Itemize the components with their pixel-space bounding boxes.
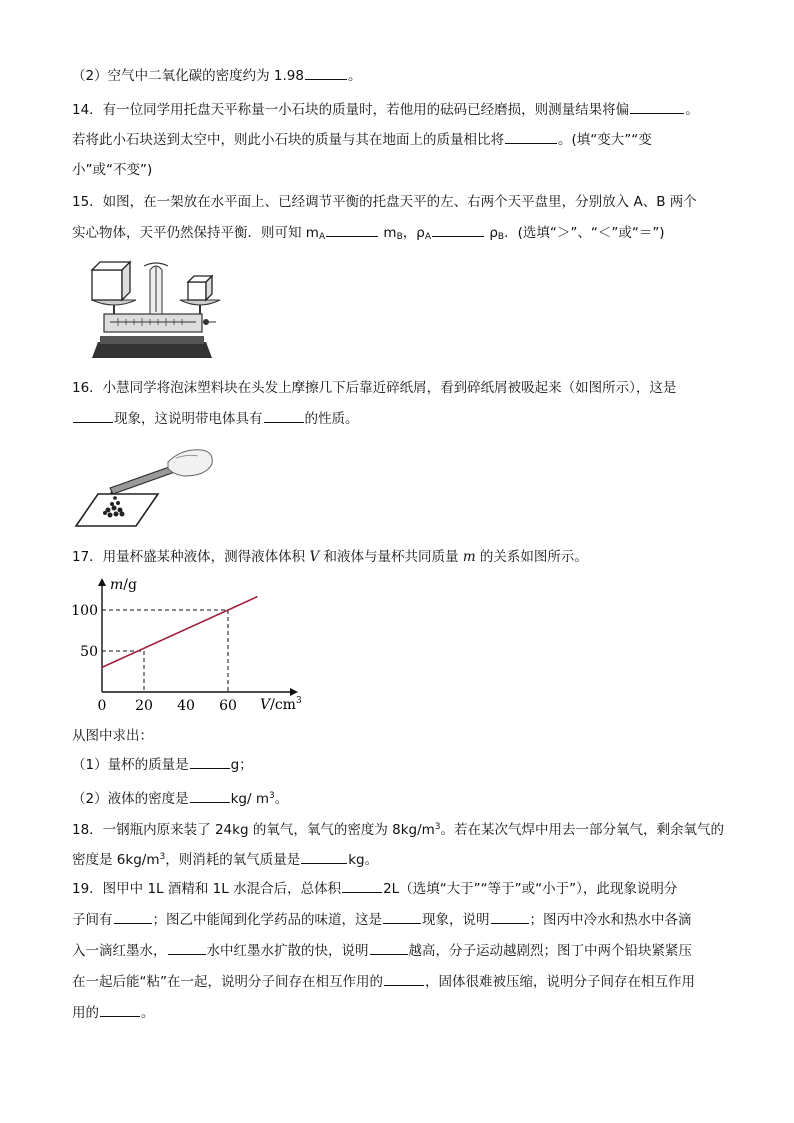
y-axis-label: m/g xyxy=(110,577,137,593)
answer-blank[interactable] xyxy=(342,879,382,893)
answer-blank[interactable] xyxy=(190,755,230,769)
left-pan xyxy=(92,300,136,305)
right-pan xyxy=(180,300,220,305)
answer-blank[interactable] xyxy=(370,941,408,955)
q19-line2: 子间有 ；图乙中能闻到化学药品的味道，这是 现象，说明 ；图丙中冷水和热水中各滴 xyxy=(72,912,692,928)
answer-blank[interactable] xyxy=(505,130,557,144)
answer-blank[interactable] xyxy=(326,223,378,237)
hand xyxy=(168,450,212,476)
answer-blank[interactable] xyxy=(491,910,529,924)
q18-line1: 18．一钢瓶内原来装了 24kg 的氧气，氧气的密度为 $8kg/m^3$。若在某次气焊中用去一部分氧气，剩余氧气的 xyxy=(72,822,725,838)
answer-blank[interactable] xyxy=(383,910,421,924)
q14-line3: 小”或“不变”) xyxy=(72,162,153,178)
y-tick-label: 100 xyxy=(71,603,98,619)
q19-line1: 19．图甲中 1L 酒精和 1L 水混合后，总体积 2L（选填“大于”“等于”或“小于”），此现象说明分 xyxy=(72,881,678,897)
answer-blank[interactable] xyxy=(301,850,347,864)
y-tick-label: 50 xyxy=(80,644,98,660)
x-tick-label: 40 xyxy=(177,698,195,714)
x-axis-arrow xyxy=(290,688,298,696)
q18-line2: 密度是 $6kg/m^3$，则消耗的氧气质量是 kg。 xyxy=(72,852,379,868)
guide-lines xyxy=(102,610,228,692)
q17-sub2: （2）液体的密度是 kg/ $m^3$。 xyxy=(72,791,289,807)
rod-paper-figure xyxy=(72,442,222,532)
q15-line2: 实心物体，天平仍然保持平衡．则可知 $m_A$ $m_B$，$\rho_A$ $\rho_B$．(选填“＞”、“＜”或“＝”) xyxy=(72,225,665,242)
mass-volume-chart xyxy=(66,572,316,720)
balance-beam xyxy=(104,314,202,332)
data-series xyxy=(102,597,257,668)
q19-line5: 用的 。 xyxy=(72,1005,155,1021)
q16-line1: 16．小慧同学将泡沫塑料块在头发上摩擦几下后靠近碎纸屑，看到碎纸屑被吸起来（如图所示），这是 xyxy=(72,380,677,396)
paper-sheet xyxy=(76,494,158,526)
q13-line2: （2）空气中二氧化碳的密度约为 1.98 。 xyxy=(72,68,362,84)
answer-blank[interactable] xyxy=(100,1003,140,1017)
q14-line1: 14．有一位同学用托盘天平称量一小石块的质量时，若他用的砝码已经磨损，则测量结果将偏 。 xyxy=(72,102,699,118)
q17-from-fig: 从图中求出： xyxy=(72,728,153,744)
answer-blank[interactable] xyxy=(73,409,113,423)
answer-blank[interactable] xyxy=(190,789,230,803)
block-a xyxy=(92,262,130,300)
balance-base xyxy=(92,342,212,358)
tick-labels xyxy=(71,603,237,714)
axes xyxy=(98,578,298,696)
balance-base-top xyxy=(100,336,204,344)
answer-blank[interactable] xyxy=(114,910,152,924)
block-b xyxy=(188,276,212,300)
answer-blank[interactable] xyxy=(168,941,206,955)
x-axis-label: $V/cm^3$ xyxy=(260,696,302,713)
series-line xyxy=(102,597,257,668)
q19-line4: 在一起后能“粘”在一起，说明分子间存在相互作用的 ，固体很难被压缩，说明分子间存在相互作用 xyxy=(72,974,695,990)
answer-blank[interactable] xyxy=(384,972,424,986)
y-axis-arrow xyxy=(98,578,106,586)
foam-rod xyxy=(110,466,175,494)
balance-figure xyxy=(84,256,234,364)
x-tick-label: 0 xyxy=(97,698,107,714)
answer-blank[interactable] xyxy=(630,100,684,114)
q17-line1: 17．用量杯盛某种液体，测得液体体积 V 和液体与量杯共同质量 m 的关系如图所示。 xyxy=(72,549,588,565)
answer-blank[interactable] xyxy=(432,223,484,237)
q14-line2: 若将此小石块送到太空中，则此小石块的质量与其在地面上的质量相比将 。(填“变大”“变 xyxy=(72,132,652,148)
answer-blank[interactable] xyxy=(264,409,304,423)
q16-line2: 现象，这说明带电体具有 的性质。 xyxy=(72,409,359,429)
q17-sub1: （1）量杯的质量是 g； xyxy=(72,757,253,773)
q15-line1: 15．如图，在一架放在水平面上、已经调节平衡的托盘天平的左、右两个天平盘里，分别放入 A、B 两个 xyxy=(72,194,697,210)
answer-blank[interactable] xyxy=(305,66,347,80)
x-tick-label: 60 xyxy=(219,698,237,714)
x-tick-label: 20 xyxy=(135,698,153,714)
q19-line3: 入一滴红墨水， 水中红墨水扩散的快，说明 越高，分子运动越剧烈；图丁中两个铅块紧紧压 xyxy=(72,943,692,959)
